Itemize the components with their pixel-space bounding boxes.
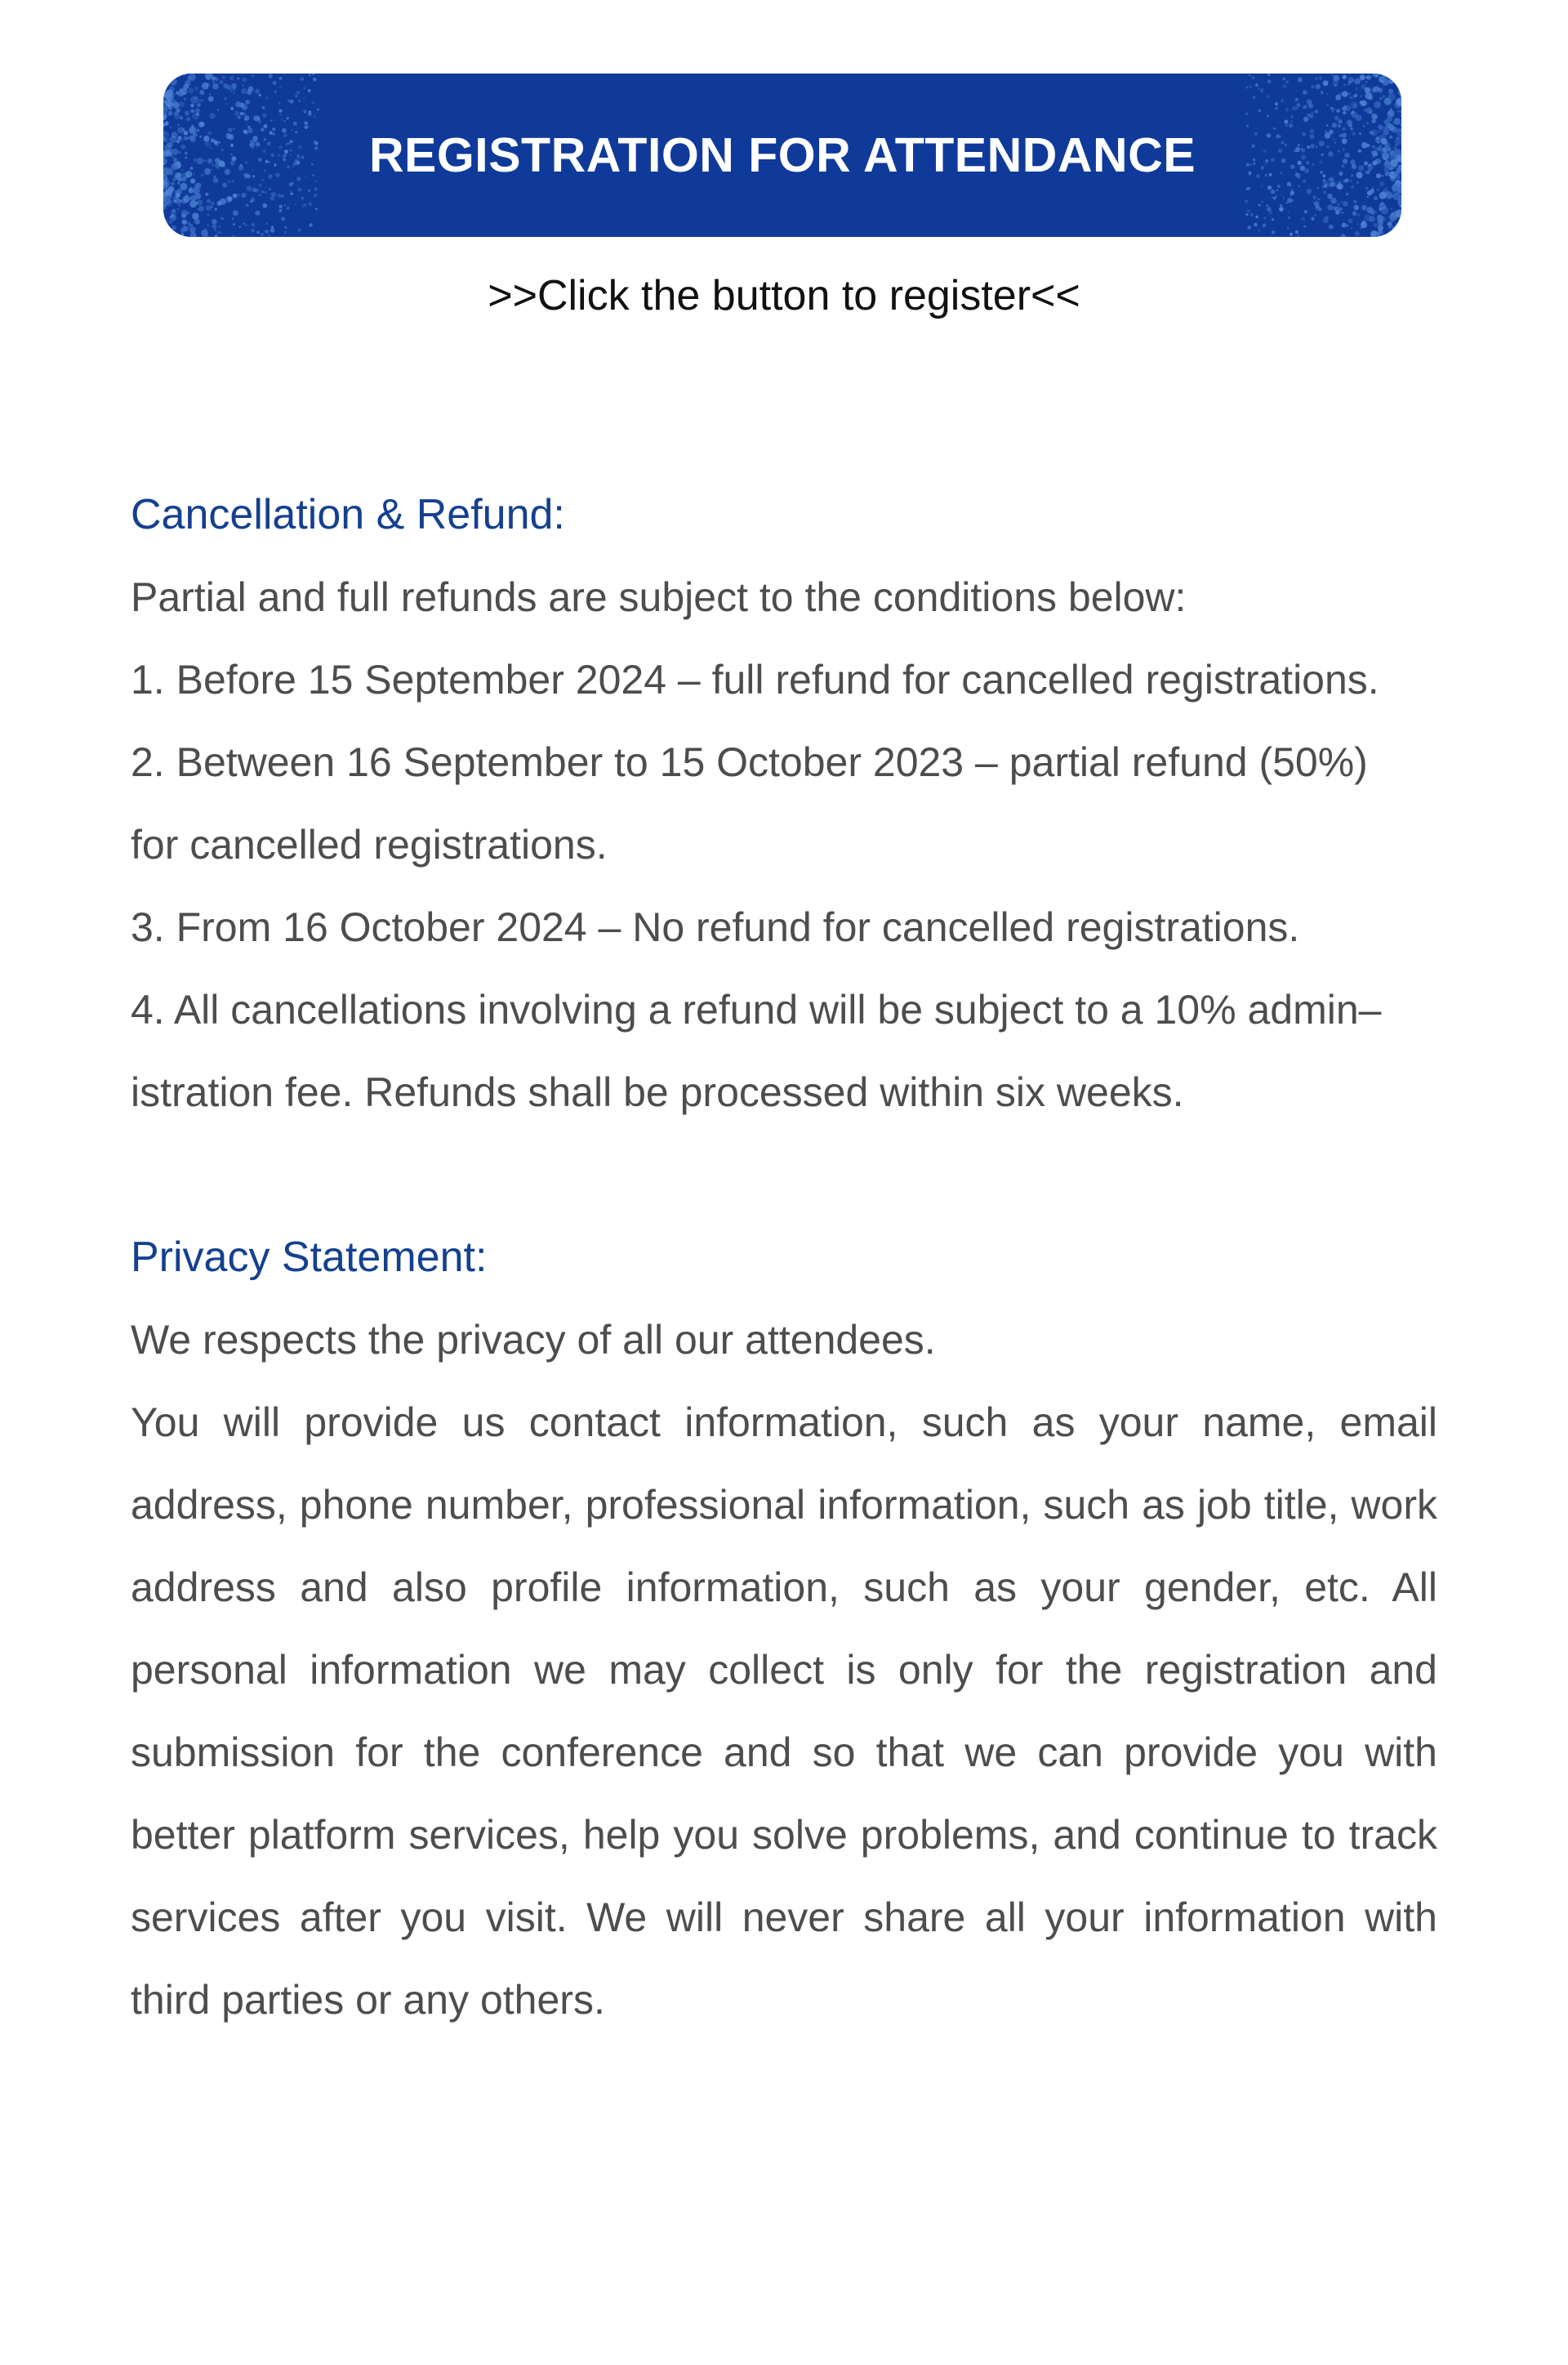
register-button-label: REGISTRATION FOR ATTENDANCE [368,128,1196,182]
privacy-intro: We respects the privacy of all our attendees. [131,1317,936,1363]
cancellation-line: 2. Between 16 September to 15 October 2023 – partial refund (50%) [131,739,1368,785]
register-hint: >>Click the button to register<< [488,272,1080,319]
section-spacer [131,1134,1437,1216]
cancellation-line: for cancelled registrations. [131,822,608,868]
privacy-heading: Privacy Statement: [131,1234,488,1281]
cancellation-line: 3. From 16 October 2024 – No refund for cancelled registrations. [131,904,1300,950]
cancellation-line: istration fee. Refunds shall be processed within six weeks. [131,1069,1184,1115]
cancellation-line: 1. Before 15 September 2024 – full refund for cancelled registrations. [131,657,1379,703]
cancellation-heading: Cancellation & Refund: [131,491,565,538]
cancellation-line: 4. All cancellations involving a refund will be subject to a 10% admin– [131,987,1382,1033]
register-attendance-button[interactable] [163,74,1401,237]
info-content [131,474,1437,2041]
privacy-body: You will provide us contact information, such as your name, email address, phone number, professional information, such as job title, work address and also profile information, such as your gender, etc. All personal information we may collect is only for the registration and submission for the conference and so that we can provide you with better platform services, help you solve problems, and continue to track services after you visit. We will never share all your information with third parties or any others. [131,1399,1437,2023]
cancellation-line: Partial and full refunds are subject to the conditions below: [131,574,1187,620]
